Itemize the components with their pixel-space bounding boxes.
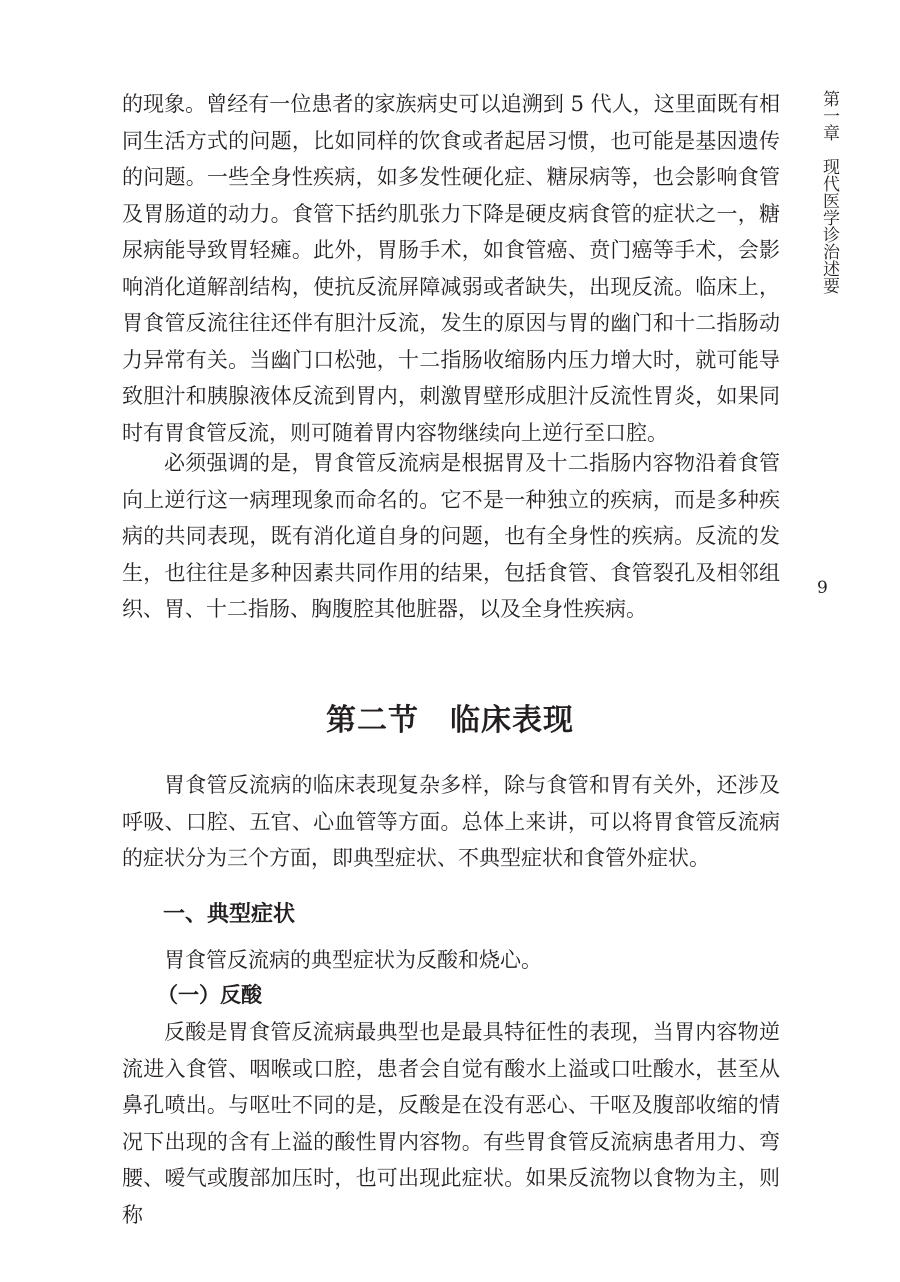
subheading-acid-reflux: （一）反酸 (157, 983, 262, 1007)
paragraph-acid-reflux: 反酸是胃食管反流病最典型也是最具特征性的表现，当胃内容物逆流进入食管、咽喉或口腔，患者会自觉有酸水上溢或口吐酸水，甚至从鼻孔喷出。与呕吐不同的是，反酸是在没有恶心、干呕及腹部收缩的情况下出现的含有上溢的酸性胃内容物。有些胃食管反流病患者用力、弯腰、嗳气或腹部加压时，也可出现此症状。如果反流物以食物为主，则称 (122, 1020, 780, 1227)
paragraph-clinical-overview: 胃食管反流病的临床表现复杂多样，除与食管和胃有关外，还涉及呼吸、口腔、五官、心血管等方面。总体上来讲，可以将胃食管反流病的症状分为三个方面，即典型症状、不典型症状和食管外症状。 (122, 773, 780, 870)
paragraph-emphasis: 必须强调的是，胃食管反流病是根据胃及十二指肠内容物沿着食管向上逆行这一病理现象而命名的。它不是一种独立的疾病，而是多种疾病的共同表现，既有消化道自身的问题，也有全身性的疾病。反流的发生，也往往是多种因素共同作用的结果，包括食管、食管裂孔及相邻组织、胃、十二指肠、胸腹腔其他脏器，以及全身性疾病。 (122, 451, 780, 621)
paragraph-family-history: 的现象。曾经有一位患者的家族病史可以追溯到 5 代人，这里面既有相同生活方式的问题，比如同样的饮食或者起居习惯，也可能是基因遗传的问题。一些全身性疾病，如多发性硬化症、糖尿病等，也会影响食管及胃肠道的动力。食管下括约肌张力下降是硬皮病食管的症状之一，糖尿病能导致胃轻瘫。此外，胃肠手术，如食管癌、贲门癌等手术，会影响消化道解剖结构，使抗反流屏障减弱或者缺失，出现反流。临床上，胃食管反流往往还伴有胆汁反流，发生的原因与胃的幽门和十二指肠动力异常有关。当幽门口松弛，十二指肠收缩肠内压力增大时，就可能导致胆汁和胰腺液体反流到胃内，刺激胃壁形成胆汁反流性胃炎，如果同时有胃食管反流，则可随着胃内容物继续向上逆行至口腔。 (122, 92, 780, 445)
subheading-typical-symptoms: 一、典型症状 (163, 902, 296, 927)
page-number: 9 (817, 578, 828, 598)
chapter-side-header: 第一章 现代医学诊治述要 (819, 90, 839, 294)
section-title: 第二节 临床表现 (326, 703, 574, 738)
paragraph-typical-symptoms: 胃食管反流病的典型症状为反酸和烧心。 (164, 948, 542, 972)
